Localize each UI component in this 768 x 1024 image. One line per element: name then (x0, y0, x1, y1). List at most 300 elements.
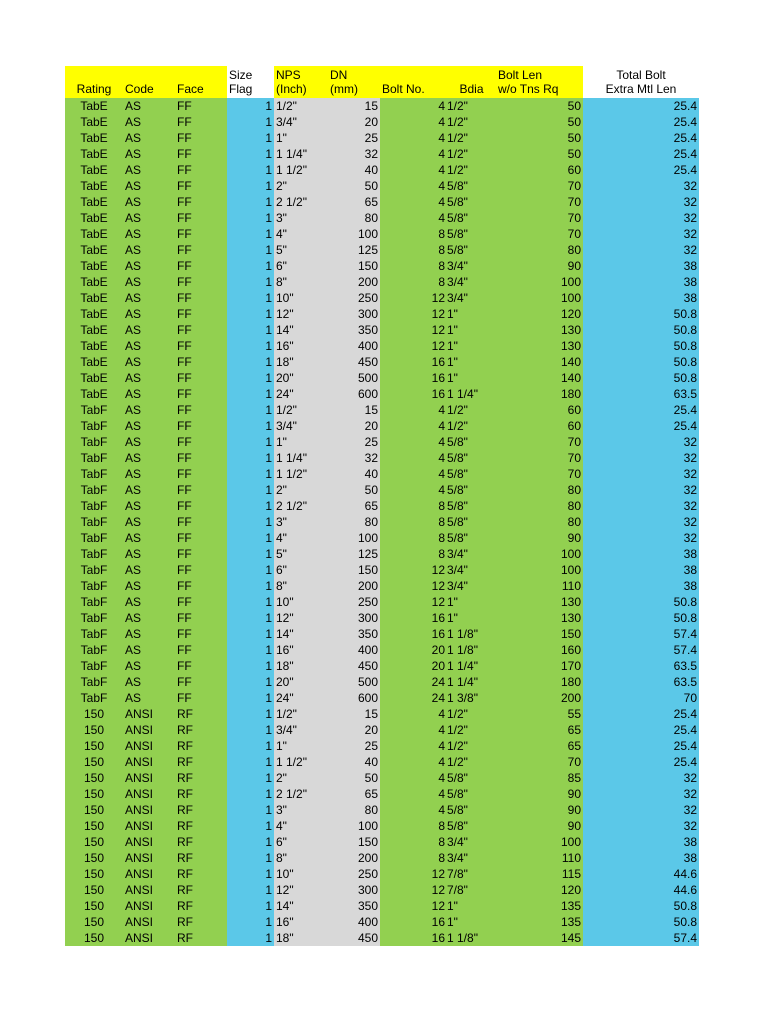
cell-bdia[interactable]: 5/8" (447, 226, 496, 242)
cell-bdia[interactable]: 1/2" (447, 722, 496, 738)
cell-bdia[interactable]: 1" (447, 354, 496, 370)
cell-bolt-len[interactable]: 70 (496, 226, 583, 242)
cell-code[interactable]: ANSI (123, 754, 175, 770)
cell-nps[interactable]: 6" (274, 258, 328, 274)
cell-bolt-no[interactable]: 4 (380, 482, 447, 498)
cell-rating[interactable]: TabE (65, 114, 123, 130)
cell-nps[interactable]: 6" (274, 834, 328, 850)
cell-bolt-no[interactable]: 16 (380, 914, 447, 930)
cell-face[interactable]: FF (175, 514, 227, 530)
cell-code[interactable]: AS (123, 674, 175, 690)
cell-dn[interactable]: 150 (328, 258, 380, 274)
cell-code[interactable]: ANSI (123, 818, 175, 834)
cell-dn[interactable]: 450 (328, 658, 380, 674)
cell-dn[interactable]: 32 (328, 450, 380, 466)
cell-face[interactable]: FF (175, 322, 227, 338)
cell-total-bolt[interactable]: 32 (583, 450, 699, 466)
cell-rating[interactable]: 150 (65, 818, 123, 834)
cell-rating[interactable]: TabF (65, 466, 123, 482)
cell-dn[interactable]: 20 (328, 114, 380, 130)
cell-bolt-len[interactable]: 65 (496, 738, 583, 754)
cell-dn[interactable]: 40 (328, 466, 380, 482)
cell-bolt-no[interactable]: 12 (380, 882, 447, 898)
cell-total-bolt[interactable]: 32 (583, 242, 699, 258)
cell-dn[interactable]: 20 (328, 722, 380, 738)
cell-size-flag[interactable]: 1 (227, 786, 274, 802)
cell-bdia[interactable]: 3/4" (447, 850, 496, 866)
cell-size-flag[interactable]: 1 (227, 354, 274, 370)
cell-bolt-no[interactable]: 12 (380, 290, 447, 306)
cell-bdia[interactable]: 1" (447, 306, 496, 322)
cell-code[interactable]: ANSI (123, 930, 175, 946)
cell-bolt-no[interactable]: 4 (380, 754, 447, 770)
cell-total-bolt[interactable]: 38 (583, 546, 699, 562)
cell-size-flag[interactable]: 1 (227, 242, 274, 258)
cell-total-bolt[interactable]: 57.4 (583, 930, 699, 946)
cell-bdia[interactable]: 1 3/8" (447, 690, 496, 706)
cell-size-flag[interactable]: 1 (227, 322, 274, 338)
cell-bolt-no[interactable]: 4 (380, 770, 447, 786)
cell-bolt-no[interactable]: 8 (380, 818, 447, 834)
cell-code[interactable]: ANSI (123, 786, 175, 802)
cell-dn[interactable]: 100 (328, 818, 380, 834)
cell-bolt-len[interactable]: 160 (496, 642, 583, 658)
cell-face[interactable]: FF (175, 466, 227, 482)
cell-size-flag[interactable]: 1 (227, 178, 274, 194)
cell-bolt-no[interactable]: 4 (380, 146, 447, 162)
cell-size-flag[interactable]: 1 (227, 386, 274, 402)
cell-total-bolt[interactable]: 57.4 (583, 626, 699, 642)
cell-face[interactable]: FF (175, 210, 227, 226)
cell-size-flag[interactable]: 1 (227, 306, 274, 322)
cell-bdia[interactable]: 5/8" (447, 770, 496, 786)
cell-bdia[interactable]: 1 1/4" (447, 386, 496, 402)
cell-face[interactable]: FF (175, 114, 227, 130)
cell-bolt-no[interactable]: 4 (380, 162, 447, 178)
cell-bolt-len[interactable]: 135 (496, 898, 583, 914)
cell-dn[interactable]: 450 (328, 930, 380, 946)
cell-bdia[interactable]: 1" (447, 338, 496, 354)
cell-dn[interactable]: 250 (328, 290, 380, 306)
cell-face[interactable]: FF (175, 546, 227, 562)
cell-bdia[interactable]: 1/2" (447, 162, 496, 178)
cell-code[interactable]: AS (123, 386, 175, 402)
cell-rating[interactable]: TabE (65, 210, 123, 226)
cell-face[interactable]: FF (175, 626, 227, 642)
cell-size-flag[interactable]: 1 (227, 802, 274, 818)
cell-nps[interactable]: 2 1/2" (274, 498, 328, 514)
cell-code[interactable]: AS (123, 290, 175, 306)
cell-nps[interactable]: 14" (274, 322, 328, 338)
cell-total-bolt[interactable]: 32 (583, 178, 699, 194)
cell-dn[interactable]: 65 (328, 498, 380, 514)
cell-bdia[interactable]: 5/8" (447, 498, 496, 514)
cell-rating[interactable]: TabE (65, 226, 123, 242)
cell-code[interactable]: ANSI (123, 882, 175, 898)
cell-size-flag[interactable]: 1 (227, 866, 274, 882)
cell-size-flag[interactable]: 1 (227, 658, 274, 674)
cell-dn[interactable]: 25 (328, 434, 380, 450)
cell-dn[interactable]: 50 (328, 178, 380, 194)
cell-code[interactable]: ANSI (123, 834, 175, 850)
cell-bdia[interactable]: 3/4" (447, 562, 496, 578)
cell-code[interactable]: AS (123, 146, 175, 162)
cell-face[interactable]: FF (175, 178, 227, 194)
cell-total-bolt[interactable]: 25.4 (583, 402, 699, 418)
cell-nps[interactable]: 1/2" (274, 402, 328, 418)
cell-code[interactable]: ANSI (123, 802, 175, 818)
cell-rating[interactable]: TabE (65, 242, 123, 258)
cell-bolt-no[interactable]: 12 (380, 322, 447, 338)
cell-code[interactable]: ANSI (123, 866, 175, 882)
cell-size-flag[interactable]: 1 (227, 98, 274, 114)
cell-bolt-no[interactable]: 4 (380, 130, 447, 146)
cell-bolt-len[interactable]: 140 (496, 354, 583, 370)
cell-dn[interactable]: 50 (328, 482, 380, 498)
cell-bolt-len[interactable]: 90 (496, 786, 583, 802)
cell-bolt-no[interactable]: 12 (380, 898, 447, 914)
cell-size-flag[interactable]: 1 (227, 258, 274, 274)
cell-total-bolt[interactable]: 32 (583, 818, 699, 834)
cell-bolt-len[interactable]: 170 (496, 658, 583, 674)
cell-code[interactable]: ANSI (123, 898, 175, 914)
cell-size-flag[interactable]: 1 (227, 754, 274, 770)
cell-rating[interactable]: TabE (65, 194, 123, 210)
cell-bdia[interactable]: 1 1/8" (447, 930, 496, 946)
cell-nps[interactable]: 8" (274, 578, 328, 594)
cell-rating[interactable]: TabE (65, 258, 123, 274)
cell-face[interactable]: FF (175, 194, 227, 210)
cell-bolt-no[interactable]: 8 (380, 514, 447, 530)
cell-face[interactable]: RF (175, 850, 227, 866)
cell-rating[interactable]: TabF (65, 674, 123, 690)
cell-bolt-len[interactable]: 70 (496, 210, 583, 226)
cell-face[interactable]: FF (175, 274, 227, 290)
cell-rating[interactable]: TabF (65, 658, 123, 674)
cell-total-bolt[interactable]: 63.5 (583, 658, 699, 674)
cell-bdia[interactable]: 7/8" (447, 866, 496, 882)
cell-bolt-len[interactable]: 100 (496, 834, 583, 850)
cell-nps[interactable]: 10" (274, 290, 328, 306)
cell-total-bolt[interactable]: 50.8 (583, 370, 699, 386)
cell-size-flag[interactable]: 1 (227, 578, 274, 594)
cell-size-flag[interactable]: 1 (227, 210, 274, 226)
cell-bolt-no[interactable]: 16 (380, 930, 447, 946)
cell-bolt-no[interactable]: 4 (380, 418, 447, 434)
cell-total-bolt[interactable]: 44.6 (583, 882, 699, 898)
cell-face[interactable]: FF (175, 370, 227, 386)
cell-rating[interactable]: 150 (65, 834, 123, 850)
cell-nps[interactable]: 4" (274, 530, 328, 546)
cell-dn[interactable]: 350 (328, 626, 380, 642)
cell-bolt-len[interactable]: 100 (496, 546, 583, 562)
cell-total-bolt[interactable]: 70 (583, 690, 699, 706)
cell-bolt-len[interactable]: 50 (496, 98, 583, 114)
cell-dn[interactable]: 250 (328, 866, 380, 882)
cell-bdia[interactable]: 1 1/8" (447, 642, 496, 658)
cell-total-bolt[interactable]: 38 (583, 850, 699, 866)
cell-bolt-no[interactable]: 8 (380, 834, 447, 850)
cell-nps[interactable]: 10" (274, 594, 328, 610)
cell-total-bolt[interactable]: 32 (583, 498, 699, 514)
cell-bdia[interactable]: 5/8" (447, 530, 496, 546)
cell-bolt-len[interactable]: 115 (496, 866, 583, 882)
cell-bolt-no[interactable]: 12 (380, 578, 447, 594)
cell-rating[interactable]: 150 (65, 930, 123, 946)
cell-dn[interactable]: 450 (328, 354, 380, 370)
cell-bolt-no[interactable]: 4 (380, 194, 447, 210)
cell-total-bolt[interactable]: 38 (583, 834, 699, 850)
cell-face[interactable]: RF (175, 722, 227, 738)
cell-total-bolt[interactable]: 25.4 (583, 162, 699, 178)
cell-code[interactable]: AS (123, 578, 175, 594)
cell-bolt-no[interactable]: 12 (380, 866, 447, 882)
cell-face[interactable]: FF (175, 690, 227, 706)
cell-bolt-len[interactable]: 140 (496, 370, 583, 386)
cell-nps[interactable]: 8" (274, 850, 328, 866)
cell-total-bolt[interactable]: 25.4 (583, 146, 699, 162)
cell-dn[interactable]: 300 (328, 610, 380, 626)
cell-total-bolt[interactable]: 50.8 (583, 914, 699, 930)
cell-face[interactable]: RF (175, 706, 227, 722)
cell-bdia[interactable]: 5/8" (447, 786, 496, 802)
cell-bolt-len[interactable]: 60 (496, 402, 583, 418)
cell-face[interactable]: FF (175, 418, 227, 434)
cell-rating[interactable]: TabF (65, 482, 123, 498)
cell-rating[interactable]: 150 (65, 866, 123, 882)
cell-rating[interactable]: 150 (65, 722, 123, 738)
cell-code[interactable]: AS (123, 434, 175, 450)
cell-face[interactable]: FF (175, 226, 227, 242)
cell-rating[interactable]: TabF (65, 642, 123, 658)
cell-bdia[interactable]: 1/2" (447, 418, 496, 434)
cell-face[interactable]: FF (175, 98, 227, 114)
cell-bdia[interactable]: 1/2" (447, 754, 496, 770)
cell-nps[interactable]: 14" (274, 626, 328, 642)
cell-bolt-len[interactable]: 100 (496, 274, 583, 290)
cell-code[interactable]: AS (123, 178, 175, 194)
cell-nps[interactable]: 14" (274, 898, 328, 914)
cell-dn[interactable]: 600 (328, 386, 380, 402)
cell-face[interactable]: FF (175, 146, 227, 162)
cell-face[interactable]: FF (175, 402, 227, 418)
cell-nps[interactable]: 4" (274, 818, 328, 834)
cell-dn[interactable]: 500 (328, 370, 380, 386)
cell-bdia[interactable]: 1" (447, 322, 496, 338)
cell-code[interactable]: AS (123, 594, 175, 610)
cell-dn[interactable]: 400 (328, 642, 380, 658)
cell-bolt-len[interactable]: 130 (496, 338, 583, 354)
cell-total-bolt[interactable]: 50.8 (583, 306, 699, 322)
cell-face[interactable]: RF (175, 914, 227, 930)
cell-bolt-len[interactable]: 70 (496, 194, 583, 210)
cell-total-bolt[interactable]: 25.4 (583, 114, 699, 130)
cell-bolt-len[interactable]: 200 (496, 690, 583, 706)
cell-total-bolt[interactable]: 57.4 (583, 642, 699, 658)
cell-rating[interactable]: TabF (65, 562, 123, 578)
cell-bolt-len[interactable]: 100 (496, 290, 583, 306)
cell-rating[interactable]: TabF (65, 626, 123, 642)
cell-code[interactable]: AS (123, 482, 175, 498)
cell-bolt-no[interactable]: 12 (380, 306, 447, 322)
cell-code[interactable]: AS (123, 450, 175, 466)
cell-bolt-len[interactable]: 50 (496, 130, 583, 146)
cell-nps[interactable]: 2" (274, 482, 328, 498)
cell-bolt-len[interactable]: 135 (496, 914, 583, 930)
cell-size-flag[interactable]: 1 (227, 722, 274, 738)
cell-code[interactable]: AS (123, 514, 175, 530)
cell-total-bolt[interactable]: 38 (583, 258, 699, 274)
cell-bolt-len[interactable]: 80 (496, 498, 583, 514)
cell-nps[interactable]: 3" (274, 802, 328, 818)
cell-rating[interactable]: TabE (65, 306, 123, 322)
cell-total-bolt[interactable]: 50.8 (583, 322, 699, 338)
cell-bolt-len[interactable]: 130 (496, 322, 583, 338)
cell-code[interactable]: AS (123, 98, 175, 114)
cell-total-bolt[interactable]: 38 (583, 290, 699, 306)
cell-code[interactable]: AS (123, 546, 175, 562)
cell-nps[interactable]: 3/4" (274, 418, 328, 434)
cell-dn[interactable]: 80 (328, 514, 380, 530)
cell-nps[interactable]: 2 1/2" (274, 194, 328, 210)
cell-nps[interactable]: 1/2" (274, 98, 328, 114)
cell-bdia[interactable]: 3/4" (447, 546, 496, 562)
cell-bolt-len[interactable]: 85 (496, 770, 583, 786)
cell-size-flag[interactable]: 1 (227, 930, 274, 946)
cell-nps[interactable]: 24" (274, 690, 328, 706)
cell-bolt-no[interactable]: 24 (380, 674, 447, 690)
cell-total-bolt[interactable]: 25.4 (583, 130, 699, 146)
cell-nps[interactable]: 2" (274, 178, 328, 194)
cell-rating[interactable]: TabE (65, 178, 123, 194)
cell-face[interactable]: FF (175, 338, 227, 354)
cell-size-flag[interactable]: 1 (227, 466, 274, 482)
cell-dn[interactable]: 65 (328, 786, 380, 802)
cell-dn[interactable]: 150 (328, 834, 380, 850)
cell-bolt-len[interactable]: 70 (496, 178, 583, 194)
cell-nps[interactable]: 1 1/4" (274, 450, 328, 466)
cell-nps[interactable]: 18" (274, 354, 328, 370)
cell-bdia[interactable]: 1/2" (447, 114, 496, 130)
cell-total-bolt[interactable]: 32 (583, 226, 699, 242)
cell-dn[interactable]: 125 (328, 242, 380, 258)
cell-size-flag[interactable]: 1 (227, 162, 274, 178)
cell-size-flag[interactable]: 1 (227, 226, 274, 242)
cell-bolt-no[interactable]: 16 (380, 370, 447, 386)
cell-bolt-no[interactable]: 4 (380, 706, 447, 722)
cell-bolt-len[interactable]: 60 (496, 418, 583, 434)
cell-size-flag[interactable]: 1 (227, 514, 274, 530)
cell-rating[interactable]: TabE (65, 290, 123, 306)
cell-bolt-len[interactable]: 130 (496, 610, 583, 626)
cell-dn[interactable]: 15 (328, 98, 380, 114)
cell-bolt-no[interactable]: 12 (380, 338, 447, 354)
cell-bolt-len[interactable]: 130 (496, 594, 583, 610)
cell-total-bolt[interactable]: 32 (583, 802, 699, 818)
cell-rating[interactable]: TabE (65, 354, 123, 370)
cell-size-flag[interactable]: 1 (227, 642, 274, 658)
cell-total-bolt[interactable]: 32 (583, 434, 699, 450)
cell-dn[interactable]: 150 (328, 562, 380, 578)
cell-total-bolt[interactable]: 50.8 (583, 610, 699, 626)
cell-total-bolt[interactable]: 63.5 (583, 674, 699, 690)
cell-bdia[interactable]: 5/8" (447, 466, 496, 482)
cell-nps[interactable]: 12" (274, 610, 328, 626)
cell-bolt-len[interactable]: 150 (496, 626, 583, 642)
cell-rating[interactable]: TabE (65, 370, 123, 386)
cell-bolt-no[interactable]: 12 (380, 562, 447, 578)
cell-code[interactable]: AS (123, 562, 175, 578)
cell-rating[interactable]: TabE (65, 322, 123, 338)
cell-bdia[interactable]: 5/8" (447, 514, 496, 530)
cell-rating[interactable]: TabF (65, 610, 123, 626)
cell-bdia[interactable]: 5/8" (447, 802, 496, 818)
cell-bolt-len[interactable]: 180 (496, 386, 583, 402)
cell-rating[interactable]: 150 (65, 738, 123, 754)
cell-rating[interactable]: TabF (65, 594, 123, 610)
cell-face[interactable]: RF (175, 786, 227, 802)
cell-face[interactable]: FF (175, 658, 227, 674)
cell-bolt-len[interactable]: 100 (496, 562, 583, 578)
cell-bdia[interactable]: 1" (447, 594, 496, 610)
cell-face[interactable]: RF (175, 818, 227, 834)
cell-dn[interactable]: 125 (328, 546, 380, 562)
cell-nps[interactable]: 6" (274, 562, 328, 578)
cell-nps[interactable]: 12" (274, 882, 328, 898)
cell-face[interactable]: RF (175, 866, 227, 882)
cell-size-flag[interactable]: 1 (227, 690, 274, 706)
cell-bdia[interactable]: 1" (447, 610, 496, 626)
cell-rating[interactable]: TabE (65, 146, 123, 162)
cell-code[interactable]: AS (123, 210, 175, 226)
cell-nps[interactable]: 5" (274, 546, 328, 562)
cell-dn[interactable]: 20 (328, 418, 380, 434)
cell-bdia[interactable]: 1/2" (447, 738, 496, 754)
cell-size-flag[interactable]: 1 (227, 850, 274, 866)
cell-rating[interactable]: TabE (65, 162, 123, 178)
cell-code[interactable]: AS (123, 418, 175, 434)
cell-size-flag[interactable]: 1 (227, 402, 274, 418)
cell-size-flag[interactable]: 1 (227, 738, 274, 754)
cell-dn[interactable]: 250 (328, 594, 380, 610)
cell-bolt-no[interactable]: 8 (380, 498, 447, 514)
cell-face[interactable]: FF (175, 354, 227, 370)
cell-bolt-no[interactable]: 16 (380, 610, 447, 626)
cell-face[interactable]: FF (175, 386, 227, 402)
cell-face[interactable]: RF (175, 834, 227, 850)
cell-dn[interactable]: 100 (328, 226, 380, 242)
cell-nps[interactable]: 3" (274, 514, 328, 530)
cell-dn[interactable]: 300 (328, 882, 380, 898)
cell-total-bolt[interactable]: 50.8 (583, 338, 699, 354)
cell-total-bolt[interactable]: 32 (583, 786, 699, 802)
cell-bolt-no[interactable]: 8 (380, 850, 447, 866)
cell-size-flag[interactable]: 1 (227, 194, 274, 210)
cell-code[interactable]: AS (123, 338, 175, 354)
cell-bolt-no[interactable]: 12 (380, 594, 447, 610)
cell-bolt-len[interactable]: 90 (496, 802, 583, 818)
cell-rating[interactable]: 150 (65, 882, 123, 898)
cell-rating[interactable]: 150 (65, 914, 123, 930)
cell-nps[interactable]: 8" (274, 274, 328, 290)
cell-face[interactable]: FF (175, 242, 227, 258)
cell-bolt-len[interactable]: 120 (496, 306, 583, 322)
cell-code[interactable]: ANSI (123, 914, 175, 930)
cell-face[interactable]: FF (175, 594, 227, 610)
cell-bdia[interactable]: 3/4" (447, 290, 496, 306)
cell-dn[interactable]: 200 (328, 578, 380, 594)
cell-bolt-no[interactable]: 16 (380, 626, 447, 642)
